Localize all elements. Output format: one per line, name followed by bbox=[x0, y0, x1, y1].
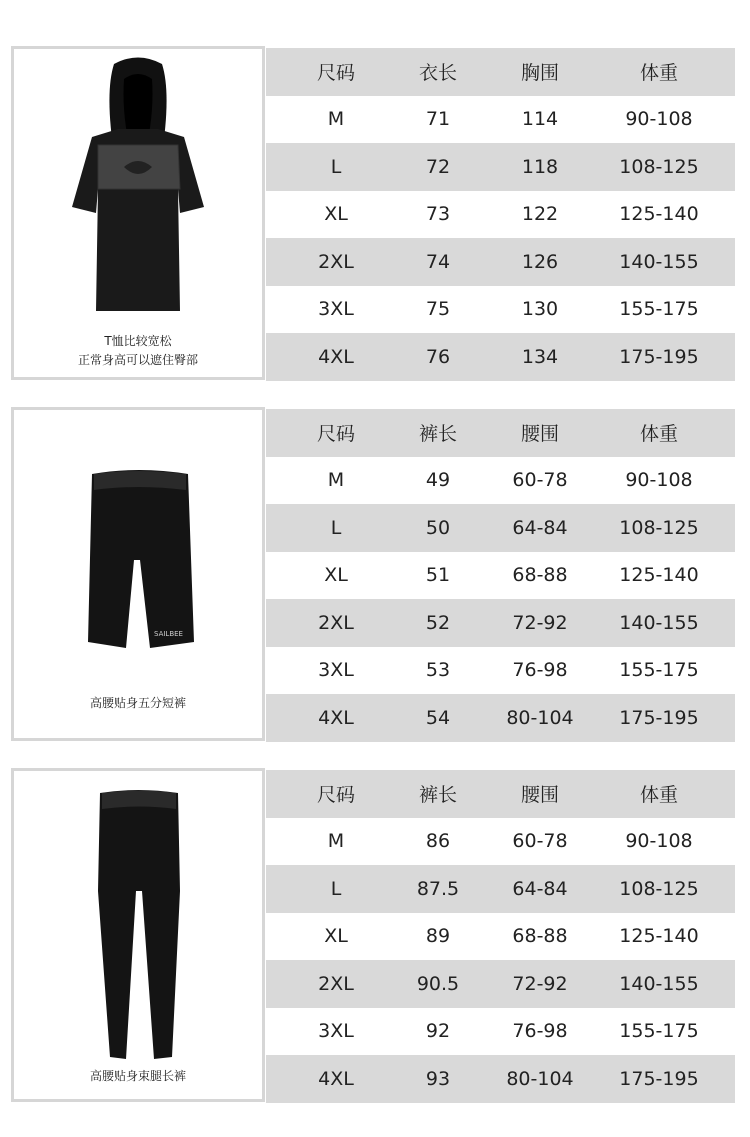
table-cell: M bbox=[327, 108, 345, 131]
table-cell: 68-88 bbox=[512, 925, 568, 948]
table-cell: 118 bbox=[521, 155, 559, 178]
table-row bbox=[266, 865, 735, 913]
caption-line: T恤比较宽松 bbox=[104, 334, 172, 348]
table-cell: 80-104 bbox=[506, 1067, 574, 1090]
table-cell: 126 bbox=[521, 250, 559, 273]
size-section-tshirt bbox=[11, 46, 735, 380]
table-cell: 155-175 bbox=[619, 1020, 699, 1043]
caption-line: 正常身高可以遮住臀部 bbox=[77, 353, 198, 367]
table-cell: 50 bbox=[425, 516, 451, 539]
leggings-image bbox=[14, 771, 262, 1071]
header-cell: 尺码 bbox=[316, 62, 355, 85]
table-cell: 175-195 bbox=[619, 706, 699, 729]
table-cell: 3XL bbox=[318, 1020, 354, 1043]
table-row bbox=[266, 286, 735, 334]
table-row bbox=[266, 457, 735, 505]
table-row bbox=[266, 1008, 735, 1056]
table-cell: 75 bbox=[425, 298, 451, 321]
table-cell: M bbox=[327, 830, 345, 853]
caption-line: 高腰贴身五分短裤 bbox=[89, 696, 186, 710]
table-cell: 87.5 bbox=[416, 877, 460, 900]
header-cell: 裤长 bbox=[418, 423, 457, 446]
table-cell: 68-88 bbox=[512, 564, 568, 587]
table-cell: XL bbox=[324, 564, 348, 587]
table-row bbox=[266, 333, 735, 381]
table-cell: 114 bbox=[521, 108, 559, 131]
table-cell: 74 bbox=[425, 250, 451, 273]
header-cell: 体重 bbox=[639, 62, 678, 85]
table-cell: 122 bbox=[521, 203, 559, 226]
table-cell: 73 bbox=[425, 203, 451, 226]
table-cell: XL bbox=[324, 203, 348, 226]
table-cell: 76 bbox=[425, 345, 451, 368]
table-cell: 4XL bbox=[318, 1067, 354, 1090]
table-cell: 89 bbox=[425, 925, 451, 948]
product-logo: SAILBEE bbox=[154, 630, 183, 638]
table-cell: 86 bbox=[425, 830, 451, 853]
table-row bbox=[266, 191, 735, 239]
table-cell: 60-78 bbox=[512, 469, 568, 492]
table-cell: L bbox=[330, 877, 342, 900]
table-cell: XL bbox=[324, 925, 348, 948]
table-cell: 93 bbox=[425, 1067, 451, 1090]
table-cell: 175-195 bbox=[619, 1067, 699, 1090]
table-row bbox=[266, 143, 735, 191]
table-cell: 2XL bbox=[318, 972, 354, 995]
header-cell: 体重 bbox=[639, 423, 678, 446]
table-cell: 134 bbox=[521, 345, 559, 368]
table-row bbox=[266, 913, 735, 961]
table-cell: 72-92 bbox=[512, 611, 568, 634]
table-row bbox=[266, 818, 735, 866]
table-cell: 108-125 bbox=[619, 155, 699, 178]
table-cell: 60-78 bbox=[512, 830, 568, 853]
table-cell: 52 bbox=[425, 611, 451, 634]
table-cell: 92 bbox=[425, 1020, 451, 1043]
table-cell: 140-155 bbox=[619, 611, 699, 634]
header-cell: 尺码 bbox=[316, 423, 355, 446]
shorts-image bbox=[14, 410, 262, 670]
table-cell: 51 bbox=[425, 564, 451, 587]
table-cell: 140-155 bbox=[619, 972, 699, 995]
table-cell: 130 bbox=[521, 298, 559, 321]
table-row bbox=[266, 960, 735, 1008]
table-cell: 90-108 bbox=[625, 469, 693, 492]
table-header-row bbox=[266, 409, 735, 457]
table-cell: L bbox=[330, 516, 342, 539]
table-cell: 125-140 bbox=[619, 564, 699, 587]
table-row bbox=[266, 552, 735, 600]
table-cell: 64-84 bbox=[512, 877, 568, 900]
table-header-row bbox=[266, 48, 735, 96]
table-row bbox=[266, 96, 735, 144]
caption-line: 高腰贴身束腿长裤 bbox=[89, 1069, 186, 1083]
table-cell: 155-175 bbox=[619, 659, 699, 682]
header-cell: 体重 bbox=[639, 784, 678, 807]
table-row bbox=[266, 599, 735, 647]
table-cell: 80-104 bbox=[506, 706, 574, 729]
header-cell: 胸围 bbox=[520, 62, 559, 85]
table-row bbox=[266, 647, 735, 695]
table-cell: 76-98 bbox=[512, 1020, 568, 1043]
header-cell: 腰围 bbox=[520, 784, 559, 807]
table-cell: 64-84 bbox=[512, 516, 568, 539]
table-row bbox=[266, 694, 735, 742]
table-cell: 90-108 bbox=[625, 108, 693, 131]
table-cell: 54 bbox=[425, 706, 451, 729]
table-header-row bbox=[266, 770, 735, 818]
table-cell: L bbox=[330, 155, 342, 178]
table-cell: 3XL bbox=[318, 659, 354, 682]
table-row bbox=[266, 1055, 735, 1103]
table-cell: 49 bbox=[425, 469, 451, 492]
product-image-frame bbox=[11, 768, 265, 1102]
table-cell: 3XL bbox=[318, 298, 354, 321]
table-cell: 71 bbox=[425, 108, 451, 131]
table-cell: 90-108 bbox=[625, 830, 693, 853]
header-cell: 衣长 bbox=[418, 62, 457, 85]
size-section-shorts bbox=[11, 407, 735, 741]
table-cell: 155-175 bbox=[619, 298, 699, 321]
header-cell: 裤长 bbox=[418, 784, 457, 807]
table-cell: 72-92 bbox=[512, 972, 568, 995]
table-row bbox=[266, 238, 735, 286]
table-row bbox=[266, 504, 735, 552]
hooded-tshirt-image bbox=[14, 49, 262, 319]
table-cell: 2XL bbox=[318, 611, 354, 634]
table-cell: 175-195 bbox=[619, 345, 699, 368]
table-cell: M bbox=[327, 469, 345, 492]
table-cell: 140-155 bbox=[619, 250, 699, 273]
table-cell: 90.5 bbox=[416, 972, 460, 995]
table-cell: 108-125 bbox=[619, 877, 699, 900]
table-cell: 72 bbox=[425, 155, 451, 178]
table-cell: 4XL bbox=[318, 706, 354, 729]
size-section-leggings bbox=[11, 768, 735, 1102]
table-cell: 2XL bbox=[318, 250, 354, 273]
table-cell: 108-125 bbox=[619, 516, 699, 539]
header-cell: 尺码 bbox=[316, 784, 355, 807]
product-image-frame bbox=[11, 46, 265, 380]
table-cell: 125-140 bbox=[619, 925, 699, 948]
header-cell: 腰围 bbox=[520, 423, 559, 446]
table-cell: 125-140 bbox=[619, 203, 699, 226]
table-cell: 4XL bbox=[318, 345, 354, 368]
table-cell: 53 bbox=[425, 659, 451, 682]
table-cell: 76-98 bbox=[512, 659, 568, 682]
product-image-frame bbox=[11, 407, 265, 741]
